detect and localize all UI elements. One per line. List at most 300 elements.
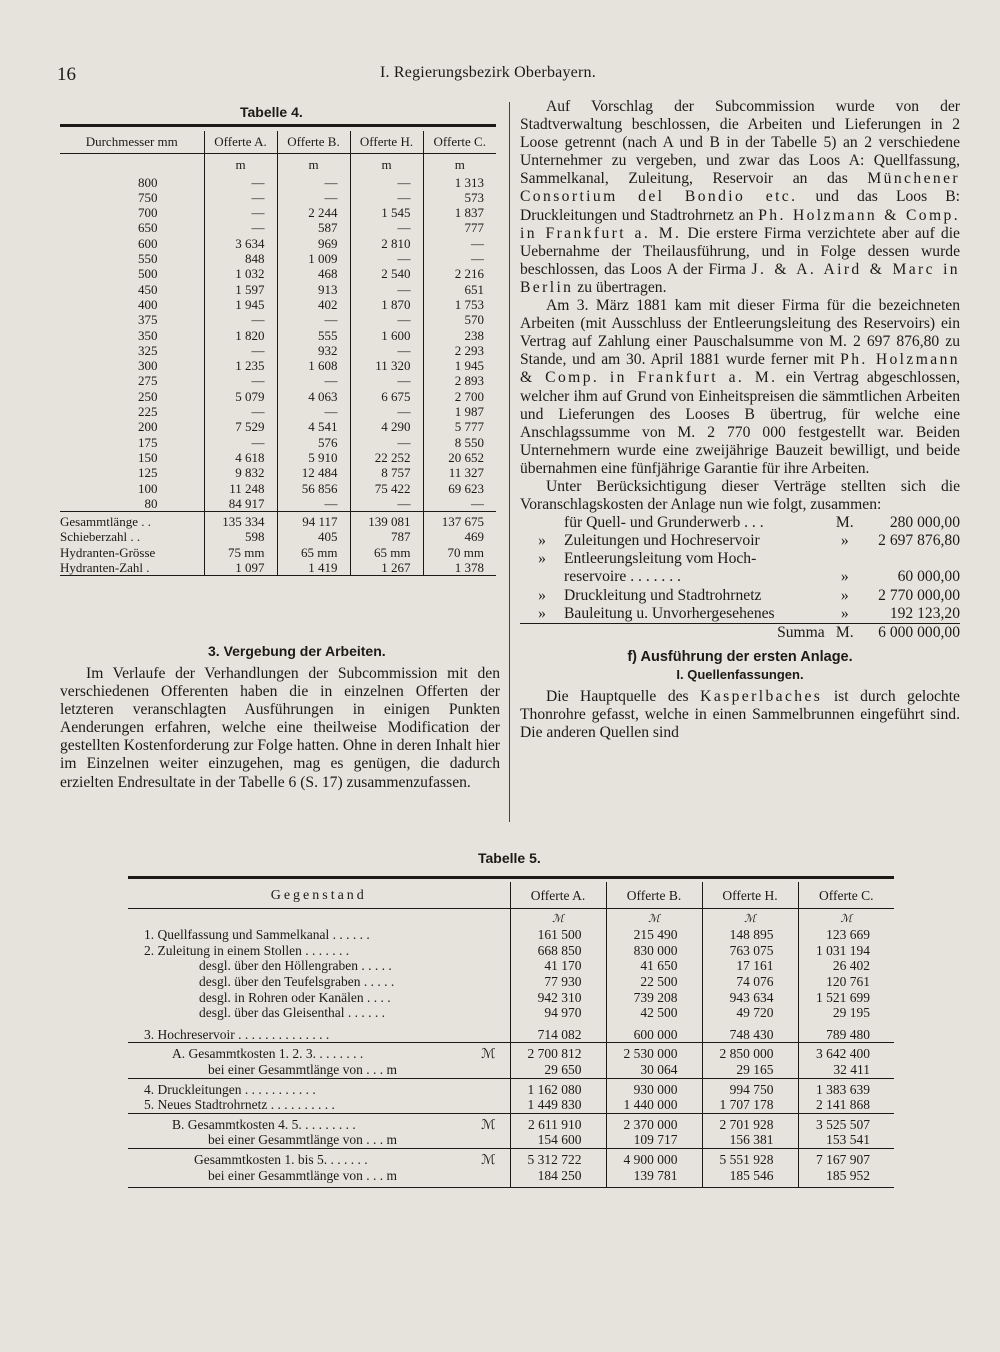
value-cell: 26 402: [798, 958, 894, 974]
value-cell: 42 500: [606, 1005, 702, 1021]
value-cell: 2 700 812: [510, 1043, 606, 1062]
item-label: [128, 927, 510, 943]
unit-label: m: [423, 154, 496, 175]
table-row: [128, 958, 894, 974]
spaced-text: J. & A. Aird & Marc in Berlin: [520, 260, 961, 296]
value-cell: 5 551 928: [702, 1148, 798, 1167]
item-label: [128, 974, 510, 990]
table-row: [60, 175, 496, 190]
diameter-cell: 400: [138, 296, 158, 312]
value-cell: 668 850: [510, 943, 606, 959]
value-cell: 9 832: [204, 465, 277, 480]
item-label: [128, 1113, 510, 1132]
value-cell: 123 669: [798, 927, 894, 943]
table4-body: [60, 154, 496, 576]
value-cell: 185 546: [702, 1168, 798, 1188]
diameter-cell: 325: [138, 342, 158, 358]
diameter-cell: 275: [138, 373, 158, 389]
value-cell: —: [204, 220, 277, 235]
value-cell: 4 063: [277, 389, 350, 404]
table5-body: [128, 908, 894, 1188]
summary-label: Hydranten-Zahl .: [60, 560, 204, 576]
table-row: [60, 266, 496, 281]
total-amount: 6 000 000,00: [855, 623, 960, 642]
value-cell: —: [277, 373, 350, 388]
value-cell: 1 987: [423, 404, 496, 419]
value-cell: —: [423, 251, 496, 266]
value-cell: 405: [277, 529, 350, 544]
diameter-cell: 450: [138, 281, 158, 297]
item-label: [128, 1005, 510, 1021]
value-cell: 3 634: [204, 236, 277, 251]
value-cell: 4 290: [350, 419, 423, 434]
value-cell: 3 525 507: [798, 1113, 894, 1132]
value-cell: —: [204, 404, 277, 419]
unit-label: m: [350, 154, 423, 175]
paragraph: Unter Berücksichtigung dieser Verträge stellten sich die Voranschlagskosten der Anlage nun wie folgt, zusammen:: [520, 477, 960, 514]
value-cell: —: [277, 175, 350, 190]
value-cell: —: [350, 496, 423, 512]
table-row: [128, 1005, 894, 1021]
right-column: [520, 98, 960, 742]
table-row: [60, 190, 496, 205]
cost-estimate-table: [520, 514, 960, 642]
item-label: [128, 1062, 510, 1078]
cost-amount: 280 000,00: [889, 514, 960, 532]
value-cell: 185 952: [798, 1168, 894, 1188]
value-cell: 238: [423, 328, 496, 343]
table-row: [60, 389, 496, 404]
table-row: [128, 1078, 894, 1097]
table-row: [60, 465, 496, 480]
summary-label: Hydranten-Grösse: [60, 544, 156, 560]
value-cell: 913: [277, 282, 350, 297]
value-cell: 1 820: [204, 328, 277, 343]
item-text: desgl. über das Gleisenthal . . . . . .: [199, 1005, 385, 1021]
table4-offer-head: Offerte A.: [204, 131, 277, 154]
value-cell: 1 449 830: [510, 1097, 606, 1113]
item-label: [128, 943, 510, 959]
value-cell: 1 383 639: [798, 1078, 894, 1097]
value-cell: 29 650: [510, 1062, 606, 1078]
value-cell: 2 893: [423, 373, 496, 388]
value-cell: 2 540: [350, 266, 423, 281]
table-row: [60, 220, 496, 235]
item-label: [128, 1043, 510, 1062]
value-cell: 2 611 910: [510, 1113, 606, 1132]
paragraph: [520, 297, 960, 478]
table5-col-head: Gegenstand: [128, 882, 510, 908]
value-cell: 1 267: [350, 560, 423, 576]
value-cell: 29 195: [798, 1005, 894, 1021]
value-cell: 739 208: [606, 990, 702, 1006]
value-cell: —: [350, 404, 423, 419]
item-text: A. Gesammtkosten 1. 2. 3. . . . . . . .: [172, 1046, 364, 1062]
diameter-cell: 800: [138, 174, 158, 190]
cost-label: Bauleitung u. Unvorhergesehenes: [564, 604, 775, 622]
value-cell: 469: [423, 529, 496, 544]
cost-currency: »: [840, 586, 849, 604]
value-cell: —: [423, 236, 496, 251]
diameter-cell: 175: [138, 434, 158, 450]
item-text: 3. Hochreservoir . . . . . . . . . . . . . .: [144, 1026, 330, 1042]
value-cell: 6 675: [350, 389, 423, 404]
unit-label: m: [277, 154, 350, 175]
diameter-cell: 750: [138, 189, 158, 205]
value-cell: 1 419: [277, 560, 350, 576]
ditto-mark: »: [538, 532, 546, 550]
value-cell: 1 600: [350, 328, 423, 343]
value-cell: 65 mm: [350, 545, 423, 560]
value-cell: 1 608: [277, 358, 350, 373]
value-cell: 84 917: [204, 496, 277, 512]
value-cell: 1 521 699: [798, 990, 894, 1006]
table-row: [128, 990, 894, 1006]
item-label: [128, 1097, 510, 1113]
item-label: [128, 1148, 510, 1167]
currency-mark: ℳ: [606, 908, 702, 927]
table-row: [128, 927, 894, 943]
table5-offer-head: Offerte B.: [606, 882, 702, 908]
value-cell: 2 850 000: [702, 1043, 798, 1062]
value-cell: —: [423, 496, 496, 512]
value-cell: 969: [277, 236, 350, 251]
value-cell: 70 mm: [423, 545, 496, 560]
value-cell: 77 930: [510, 974, 606, 990]
value-cell: 41 170: [510, 958, 606, 974]
ditto-mark: »: [538, 586, 546, 604]
value-cell: 1 870: [350, 297, 423, 312]
table-row: [60, 297, 496, 312]
currency-mark: ℳ: [702, 908, 798, 927]
spaced-text: Münchener Consortium del Bondio etc.: [520, 170, 960, 206]
item-label: [128, 990, 510, 1006]
diameter-cell: 150: [138, 449, 158, 465]
item-label: [128, 1168, 510, 1188]
diameter-cell: 300: [138, 358, 158, 374]
value-cell: —: [350, 373, 423, 388]
table5-offer-head: Offerte A.: [510, 882, 606, 908]
table-row: [128, 1021, 894, 1043]
column-divider: [509, 102, 510, 822]
value-cell: 1 032: [204, 266, 277, 281]
value-cell: —: [204, 312, 277, 327]
value-cell: 120 761: [798, 974, 894, 990]
cost-currency: »: [840, 604, 849, 622]
text-run: zu übertragen.: [573, 278, 667, 296]
value-cell: 468: [277, 266, 350, 281]
value-cell: 598: [204, 529, 277, 544]
diameter-cell: 125: [138, 465, 158, 481]
value-cell: 1 097: [204, 560, 277, 576]
table-row: [60, 435, 496, 450]
diameter-cell: 80: [144, 495, 158, 511]
value-cell: 3 642 400: [798, 1043, 894, 1062]
cost-row: [520, 605, 960, 624]
page-number: 16: [57, 64, 76, 85]
table-row: [60, 205, 496, 220]
value-cell: 943 634: [702, 990, 798, 1006]
table-row: [60, 328, 496, 343]
value-cell: 2 216: [423, 266, 496, 281]
value-cell: 1 009: [277, 251, 350, 266]
cost-label: Zuleitungen und Hochreservoir: [564, 532, 760, 550]
value-cell: —: [277, 312, 350, 327]
value-cell: 69 623: [423, 481, 496, 496]
item-text: 2. Zuleitung in einem Stollen . . . . . . .: [144, 942, 350, 958]
value-cell: —: [350, 190, 423, 205]
table4-title: Tabelle 4.: [240, 104, 303, 120]
value-cell: 587: [277, 220, 350, 235]
value-cell: 5 312 722: [510, 1148, 606, 1167]
value-cell: 1 440 000: [606, 1097, 702, 1113]
item-text: desgl. in Rohren oder Kanälen . . . .: [199, 989, 391, 1005]
value-cell: —: [350, 251, 423, 266]
value-cell: 570: [423, 312, 496, 327]
value-cell: 1 031 194: [798, 943, 894, 959]
paragraph: [520, 98, 960, 297]
length-row: [128, 1132, 894, 1148]
value-cell: —: [277, 404, 350, 419]
cost-label: Entleerungsleitung vom Hoch-: [564, 550, 757, 568]
value-cell: 56 856: [277, 481, 350, 496]
value-cell: 139 081: [350, 512, 423, 530]
table5-offer-head: Offerte H.: [702, 882, 798, 908]
table4-offer-head: Offerte H.: [350, 131, 423, 154]
value-cell: 4 618: [204, 450, 277, 465]
diameter-cell: 375: [138, 312, 158, 328]
diameter-cell: 100: [138, 480, 158, 496]
diameter-cell: 225: [138, 404, 158, 420]
summary-row: [60, 560, 496, 576]
value-cell: 573: [423, 190, 496, 205]
value-cell: 2 370 000: [606, 1113, 702, 1132]
value-cell: 5 910: [277, 450, 350, 465]
value-cell: 2 700: [423, 389, 496, 404]
value-cell: 30 064: [606, 1062, 702, 1078]
length-row: [128, 1062, 894, 1078]
table-row: [60, 312, 496, 327]
unit-label: m: [204, 154, 277, 175]
item-text: 1. Quellfassung und Sammelkanal . . . . . .: [144, 927, 370, 943]
table-row: [60, 419, 496, 434]
diameter-cell: 600: [138, 235, 158, 251]
value-cell: 932: [277, 343, 350, 358]
value-cell: 2 530 000: [606, 1043, 702, 1062]
cost-currency: [835, 550, 855, 568]
value-cell: 7 529: [204, 419, 277, 434]
item-text: bei einer Gesammtlänge von . . . m: [208, 1132, 397, 1148]
table4-offer-head: Offerte C.: [423, 131, 496, 154]
value-cell: 49 720: [702, 1005, 798, 1021]
value-cell: 41 650: [606, 958, 702, 974]
value-cell: 154 600: [510, 1132, 606, 1148]
table-row: [128, 974, 894, 990]
item-text: 5. Neues Stadtrohrnetz . . . . . . . . . .: [144, 1097, 335, 1113]
table-row: [60, 358, 496, 373]
cost-currency: »: [840, 532, 849, 550]
summary-row: [60, 545, 496, 560]
text-run: Die erstere Firma verzichtete aber auf die Uebernahme der Theilausführung, und in Folge dessen wurde beschlossen, das Loos A der Firma: [520, 224, 960, 278]
section-heading: 3. Vergebung der Arbeiten.: [208, 643, 386, 659]
value-cell: 848: [204, 251, 277, 266]
total-label: Summa: [564, 623, 835, 642]
section-heading: f) Ausführung der ersten Anlage.: [627, 648, 853, 665]
sum-row: [128, 1043, 894, 1062]
value-cell: 94 117: [277, 512, 350, 530]
sum-row: [128, 1113, 894, 1132]
text-run: Auf Vorschlag der Subcommission wurde von der Stadtverwaltung beschlossen, die Arbeiten und Lieferungen in 2 Loose getrennt (nach A und B in der Tabelle 5) an 2 verschiedene Unternehmer zu vergeben, und zwar das Loos A: Quellfassung, Sammelkanal, Zuleitung, Reservoir an das: [520, 98, 960, 188]
cost-row: [520, 587, 960, 605]
spaced-text: Ph. Holzmann & Comp. in Frankfurt a. M.: [520, 351, 960, 387]
summary-label: Schieberzahl . .: [60, 529, 141, 545]
value-cell: 994 750: [702, 1078, 798, 1097]
value-cell: —: [204, 435, 277, 450]
value-cell: 1 162 080: [510, 1078, 606, 1097]
value-cell: 402: [277, 297, 350, 312]
diameter-cell: 500: [138, 266, 158, 282]
subsection-heading: I. Quellenfassungen.: [676, 666, 804, 682]
value-cell: —: [350, 220, 423, 235]
table-row: [60, 343, 496, 358]
value-cell: 11 327: [423, 465, 496, 480]
table-row: [60, 373, 496, 388]
value-cell: 109 717: [606, 1132, 702, 1148]
cost-currency: M.: [835, 514, 854, 532]
value-cell: 1 313: [423, 175, 496, 190]
value-cell: 20 652: [423, 450, 496, 465]
table5: [128, 876, 894, 1188]
value-cell: 1 707 178: [702, 1097, 798, 1113]
text-run: ist durch gelochte Thonrohre gefasst, welche in einen Sammelbrunnen eingeführt sind. Die anderen Quellen sind: [520, 688, 960, 742]
value-cell: 215 490: [606, 927, 702, 943]
value-cell: 184 250: [510, 1168, 606, 1188]
value-cell: 763 075: [702, 943, 798, 959]
currency-mark: ℳ: [510, 908, 606, 927]
value-cell: 22 252: [350, 450, 423, 465]
value-cell: 789 480: [798, 1021, 894, 1043]
value-cell: 4 900 000: [606, 1148, 702, 1167]
spaced-text: Ph. Holzmann & Comp. in Frankfurt a. M.: [520, 206, 960, 242]
diameter-cell: 650: [138, 220, 158, 236]
value-cell: —: [277, 496, 350, 512]
unit-mark: ℳ: [481, 1116, 496, 1132]
value-cell: —: [350, 343, 423, 358]
value-cell: 600 000: [606, 1021, 702, 1043]
table4-col-head: Durchmesser mm: [60, 131, 204, 154]
value-cell: 135 334: [204, 512, 277, 530]
total-currency: M.: [835, 623, 854, 641]
value-cell: 74 076: [702, 974, 798, 990]
item-text: desgl. über den Höllengraben . . . . .: [199, 958, 392, 974]
paragraph: [520, 688, 960, 742]
value-cell: 11 320: [350, 358, 423, 373]
value-cell: 32 411: [798, 1062, 894, 1078]
table-row: [60, 496, 496, 512]
table-row: [60, 450, 496, 465]
value-cell: 2 141 868: [798, 1097, 894, 1113]
value-cell: —: [277, 190, 350, 205]
table4-offer-head: Offerte B.: [277, 131, 350, 154]
value-cell: 2 810: [350, 236, 423, 251]
table-row: [128, 1097, 894, 1113]
value-cell: 942 310: [510, 990, 606, 1006]
value-cell: —: [204, 190, 277, 205]
running-header: I. Regierungsbezirk Oberbayern.: [380, 64, 596, 81]
value-cell: 748 430: [702, 1021, 798, 1043]
diameter-cell: 200: [138, 419, 158, 435]
value-cell: 22 500: [606, 974, 702, 990]
blank-cell: [128, 908, 510, 927]
value-cell: 8 550: [423, 435, 496, 450]
text-run: und das Loos B: Druckleitungen und Stadtrohrnetz an: [520, 188, 960, 224]
value-cell: —: [204, 373, 277, 388]
item-text: bei einer Gesammtlänge von . . . m: [208, 1061, 397, 1077]
value-cell: 11 248: [204, 481, 277, 496]
value-cell: —: [350, 435, 423, 450]
value-cell: —: [350, 282, 423, 297]
item-text: 4. Druckleitungen . . . . . . . . . . .: [144, 1081, 316, 1097]
value-cell: 156 381: [702, 1132, 798, 1148]
value-cell: 12 484: [277, 465, 350, 480]
item-label: [128, 1132, 510, 1148]
value-cell: 651: [423, 282, 496, 297]
value-cell: 94 970: [510, 1005, 606, 1021]
table5-offer-head: Offerte C.: [798, 882, 894, 908]
cost-label: Druckleitung und Stadtrohrnetz: [564, 586, 762, 604]
value-cell: 1 545: [350, 205, 423, 220]
cost-row: [520, 514, 960, 532]
cost-row: [520, 568, 960, 586]
value-cell: 1 597: [204, 282, 277, 297]
value-cell: 1 753: [423, 297, 496, 312]
cost-label: reservoire . . . . . . .: [564, 568, 681, 586]
table4: [60, 124, 496, 576]
diameter-cell: 350: [138, 327, 158, 343]
table-row: [60, 251, 496, 266]
value-cell: —: [204, 205, 277, 220]
item-label: [128, 1078, 510, 1097]
text-run: Die Hauptquelle des: [546, 688, 701, 705]
value-cell: 2 244: [277, 205, 350, 220]
value-cell: 930 000: [606, 1078, 702, 1097]
diameter-cell: 550: [138, 251, 158, 267]
value-cell: 714 082: [510, 1021, 606, 1043]
value-cell: 161 500: [510, 927, 606, 943]
table-row: [60, 481, 496, 496]
table-row: [60, 282, 496, 297]
cost-amount: 2 770 000,00: [878, 586, 960, 604]
value-cell: 2 701 928: [702, 1113, 798, 1132]
text-run: ein Vertrag abgeschlossen, welcher ihm auf Grund von Einheitspreisen die sämmtlichen Arbeiten und Lieferungen des Looses B übertrug, für welche eine Anschlagssumme von M. 2 770 000 festgestellt war. Beiden Unternehmern wurde eine zweijährige Bauzeit bewilligt, und beide übernahmen eine fünfjährige Garantie für ihre Arbeiten.: [520, 369, 960, 477]
value-cell: 5 079: [204, 389, 277, 404]
unit-mark: ℳ: [481, 1046, 496, 1062]
value-cell: 148 895: [702, 927, 798, 943]
value-cell: 1 945: [423, 358, 496, 373]
item-text: B. Gesammtkosten 4. 5. . . . . . . . .: [172, 1116, 356, 1132]
value-cell: 139 781: [606, 1168, 702, 1188]
value-cell: 5 777: [423, 419, 496, 434]
value-cell: —: [350, 312, 423, 327]
value-cell: 4 541: [277, 419, 350, 434]
table-row: [60, 404, 496, 419]
summary-label: Gesammtlänge . .: [60, 512, 204, 530]
value-cell: 8 757: [350, 465, 423, 480]
item-label: [128, 1021, 510, 1043]
unit-mark: ℳ: [481, 1151, 496, 1167]
summary-row: [60, 529, 496, 544]
cost-amount: 192 123,20: [889, 604, 960, 622]
